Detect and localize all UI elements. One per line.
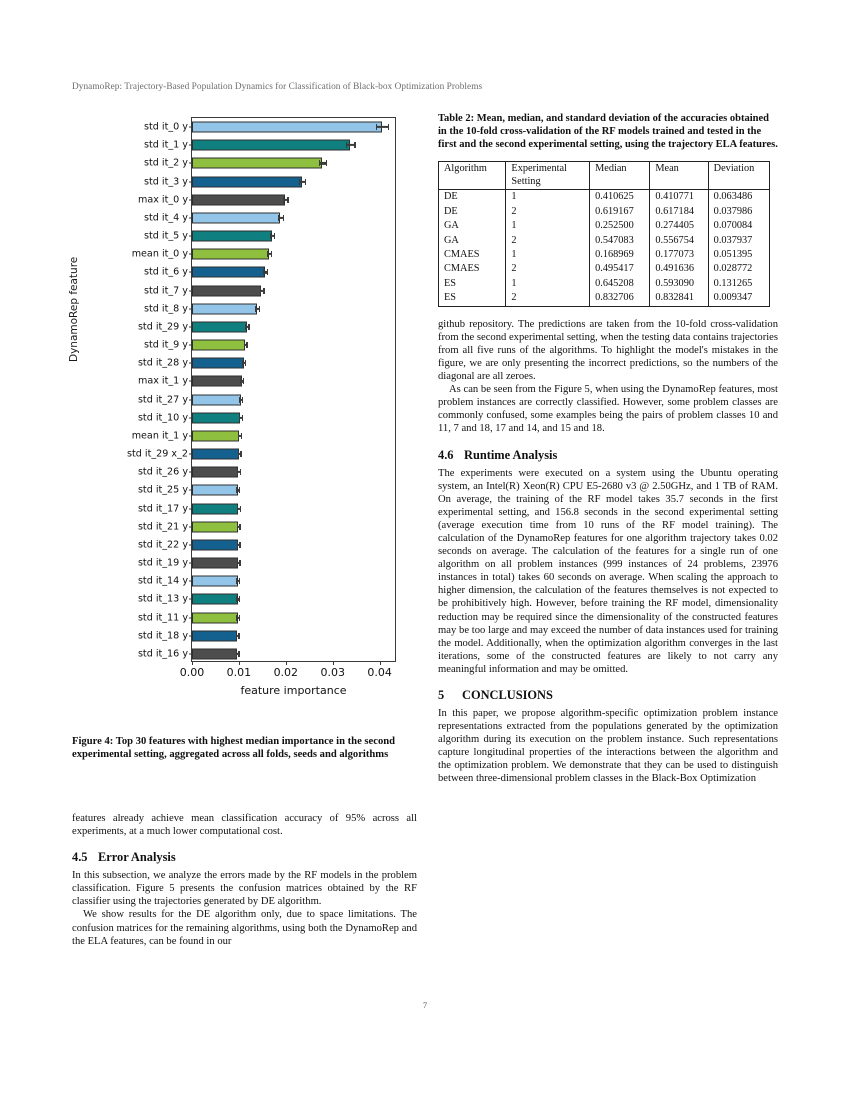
y-axis-tick-label: std it_17 y	[137, 503, 188, 515]
table-cell: DE	[439, 190, 506, 205]
bar	[192, 630, 237, 641]
table-cell: ES	[439, 277, 506, 291]
error-bar-cap	[238, 633, 239, 639]
table-cell: 0.491636	[650, 262, 708, 276]
bar	[192, 412, 240, 423]
header-algorithm: Algorithm	[439, 161, 506, 176]
y-axis-tick-label: std it_9 y	[144, 339, 188, 351]
error-bar-cap	[263, 288, 264, 294]
table-row	[439, 234, 770, 248]
error-bar-cap	[287, 197, 288, 203]
bar	[192, 467, 238, 478]
table-cell: ES	[439, 291, 506, 306]
error-bar-cap	[239, 397, 240, 403]
table-cell: 0.410625	[590, 190, 650, 205]
table-cell: 0.037937	[708, 234, 769, 248]
table-row	[439, 219, 770, 233]
x-axis-tick	[192, 661, 193, 665]
error-bar-cap	[283, 197, 284, 203]
error-bar-cap	[242, 360, 243, 366]
table-cell: 0.619167	[590, 205, 650, 219]
error-bar-cap	[243, 378, 244, 384]
error-bar-cap	[388, 124, 389, 130]
y-axis-label: DynamoRep feature	[68, 256, 80, 362]
error-bar-cap	[238, 451, 239, 457]
error-bar-cap	[236, 578, 237, 584]
error-bar-cap	[239, 578, 240, 584]
table-cell: 0.645208	[590, 277, 650, 291]
bar	[192, 158, 322, 169]
x-axis-tick	[380, 661, 381, 665]
error-bar-cap	[319, 160, 320, 166]
y-axis-tick-label: std it_27 y	[137, 394, 188, 406]
table-cell: 0.028772	[708, 262, 769, 276]
bar	[192, 303, 257, 314]
bar	[192, 358, 244, 369]
table-cell: GA	[439, 219, 506, 233]
right-column	[438, 112, 778, 786]
x-axis-tick	[333, 661, 334, 665]
error-bar-cap	[274, 233, 275, 239]
error-bar-cap	[239, 524, 240, 530]
error-bar-cap	[270, 233, 271, 239]
table-cell: CMAES	[439, 248, 506, 262]
error-bar-cap	[236, 596, 237, 602]
error-bar-cap	[376, 124, 377, 130]
table-cell: 0.131265	[708, 277, 769, 291]
header-algorithm-cont	[439, 176, 506, 190]
error-bar-cap	[239, 415, 240, 421]
bar	[192, 539, 238, 550]
table-cell: 1	[506, 219, 590, 233]
table-header-row	[439, 161, 770, 176]
error-bar-cap	[248, 324, 249, 330]
table-cell: 2	[506, 205, 590, 219]
results-table	[438, 161, 770, 307]
header-median: Median	[590, 161, 650, 176]
error-bar-cap	[259, 306, 260, 312]
y-axis-tick-label: std it_29 x_2	[127, 448, 188, 460]
error-bar-cap	[278, 215, 279, 221]
left-column-text	[72, 812, 417, 948]
table-row	[439, 291, 770, 306]
error-bar-cap	[239, 542, 240, 548]
header-mean: Mean	[650, 161, 708, 176]
error-bar-cap	[245, 360, 246, 366]
error-bar-cap	[326, 160, 327, 166]
bar	[192, 122, 382, 133]
table-2-block	[438, 112, 778, 307]
table-cell: 0.063486	[708, 190, 769, 205]
error-bar-cap	[238, 433, 239, 439]
error-bar-cap	[245, 324, 246, 330]
header-deviation: Deviation	[708, 161, 769, 176]
bar	[192, 449, 239, 460]
bar	[192, 648, 237, 659]
table-header-row-second-line	[439, 176, 770, 190]
error-bar-cap	[237, 506, 238, 512]
x-axis-tick-label: 0.04	[367, 666, 392, 679]
running-head: DynamoRep: Trajectory-Based Population Dynamics for Classification of Black-box Optimization Problems	[72, 82, 483, 92]
section-number-5: 5	[438, 688, 445, 703]
bar	[192, 176, 302, 187]
bar	[192, 376, 242, 387]
error-bar	[376, 126, 388, 128]
y-axis-tick-label: std it_10 y	[137, 412, 188, 424]
bar	[192, 430, 239, 441]
y-axis-tick-label: std it_26 y	[137, 466, 188, 478]
error-bar-cap	[237, 560, 238, 566]
table-caption: Table 2: Mean, median, and standard deviation of the accuracies obtained in the 10-fold cross-validation of the RF models trained and tested in the first and the second experimental setting, using the trajectory ELA features.	[438, 113, 778, 151]
bar	[192, 340, 245, 351]
y-axis-tick-label: std it_18 y	[137, 630, 188, 642]
table-row	[439, 248, 770, 262]
table-cell: 0.617184	[650, 205, 708, 219]
table-cell: CMAES	[439, 262, 506, 276]
error-bar-cap	[239, 487, 240, 493]
y-axis-tick-label: std it_7 y	[144, 285, 188, 297]
error-bar-cap	[237, 524, 238, 530]
table-cell: 0.495417	[590, 262, 650, 276]
table-cell: 0.168969	[590, 248, 650, 262]
table-cell: 0.051395	[708, 248, 769, 262]
y-axis-tick-label: std it_19 y	[137, 557, 188, 569]
bar	[192, 576, 238, 587]
error-bar-cap	[240, 506, 241, 512]
error-bar-cap	[237, 469, 238, 475]
paragraph-figure5: As can be seen from the Figure 5, when using the DynamoRep features, most problem instances are correctly classified. However, some problem classes are commonly confused, some examples being the pairs of problem classes 10 and 11, 7 and 18, 17 and 14, and 15 and 18.	[438, 384, 778, 435]
bar	[192, 503, 238, 514]
table-cell: 0.009347	[708, 291, 769, 306]
error-bar-cap	[271, 251, 272, 257]
table-cell: 0.177073	[650, 248, 708, 262]
chart-plot-area	[127, 117, 396, 679]
table-cell: 0.070084	[708, 219, 769, 233]
section-title-4-6: Runtime Analysis	[464, 447, 558, 462]
x-axis-tick-label: 0.01	[226, 666, 252, 679]
y-axis-tick-label: std it_2 y	[144, 157, 188, 169]
error-bar-cap	[263, 269, 264, 275]
y-axis-tick-label: std it_16 y	[137, 648, 188, 660]
bar	[192, 194, 285, 205]
y-axis-tick-label: max it_0 y	[137, 194, 188, 206]
bar	[192, 594, 238, 605]
y-axis-tick-label: std it_4 y	[144, 212, 188, 224]
table-cell: 0.556754	[650, 234, 708, 248]
y-axis-tick-label: std it_3 y	[144, 176, 188, 188]
error-bar-cap	[236, 633, 237, 639]
header-setting-second-line: Setting	[506, 176, 590, 190]
error-bar-cap	[346, 142, 347, 148]
header-median-cont	[590, 176, 650, 190]
table-cell: 1	[506, 190, 590, 205]
header-mean-cont	[650, 176, 708, 190]
bar	[192, 249, 269, 260]
error-bar-cap	[242, 397, 243, 403]
bar	[192, 558, 238, 569]
error-bar-cap	[238, 651, 239, 657]
table-row	[439, 277, 770, 291]
table-row	[439, 262, 770, 276]
x-axis-label: feature importance	[240, 684, 347, 697]
y-axis-tick-label: std it_5 y	[144, 230, 188, 242]
table-cell: 2	[506, 234, 590, 248]
error-bar-cap	[236, 487, 237, 493]
error-bar-cap	[239, 560, 240, 566]
bar	[192, 231, 272, 242]
error-bar-cap	[244, 342, 245, 348]
paragraph-error-2: We show results for the DE algorithm only, due to space limitations. The confusion matrices for the remaining algorithms, using both the DynamoRep and the ELA features, can be found in our	[72, 909, 417, 947]
table-cell: 2	[506, 291, 590, 306]
section-number-4-6: 4.6	[438, 447, 454, 462]
y-axis-tick-label: std it_21 y	[137, 521, 188, 533]
paragraph-runtime: The experiments were executed on a system using the Ubuntu operating system, an Intel(R) Xeon(R) CPU E5-2680 v3 @ 2.50GHz, and 1 TB of RAM. On average, the training of the RF model takes 35.7 seconds in the first experimental setting, and 156.8 seconds in the second experimental setting (average execution time from 10 runs of the RF model training). The calculation of the DynamoRep features for one algorithm trajectory takes 0.02 seconds on average. The calculation of the features for a single run of one algorithm on all problem instances (999 instances of 24 problems, 23976 instances in total) takes 60 seconds on average. When scaling the approach to higher dimension, the calculation of the features themselves is not expected to be prohibitively high. However, before training the RF model, dimensionality reduction may be required since the dimensionality of the constructed features may be too large and may exceed the number of data instances used for training the model. Additionally, when the optimization algorithm converges in the last iterations, some of the constructed features are likely to not carry any meaningful information and may be omitted.	[438, 467, 778, 675]
bar	[192, 212, 280, 223]
paragraph-github: github repository. The predictions are taken from the 10-fold cross-validation from the second experimental setting, when the testing data contains trajectories from all five runs of the algorithms. To highlight the model's mistakes in the figure, we are only presenting the incorrect predictions, so the numbers of the diagonal are all zeroes.	[438, 318, 778, 383]
paragraph-features: features already achieve mean classification accuracy of 95% across all experiments, at a much lower computational cost.	[72, 813, 417, 838]
y-axis-tick-label: std it_14 y	[137, 575, 188, 587]
y-axis-tick-label: std it_25 y	[137, 484, 188, 496]
feature-importance-chart	[68, 112, 417, 712]
table-cell: 0.547083	[590, 234, 650, 248]
table-row	[439, 190, 770, 205]
error-bar-cap	[246, 342, 247, 348]
x-axis-tick	[239, 661, 240, 665]
bar	[192, 321, 247, 332]
section-heading-4-6	[438, 448, 778, 463]
y-axis-tick-label: mean it_0 y	[131, 248, 188, 260]
error-bar-cap	[255, 306, 256, 312]
bar	[192, 521, 238, 532]
bar	[192, 267, 265, 278]
figure-caption: Figure 4: Top 30 features with highest median importance in the second experimental setting, aggregated across all folds, seeds and algorithms	[72, 736, 396, 761]
y-axis-tick-label: std it_6 y	[144, 266, 188, 278]
bar	[192, 612, 238, 623]
figure-4	[68, 112, 417, 712]
table-cell: 0.832706	[590, 291, 650, 306]
y-axis-tick-label: std it_29 y	[137, 321, 188, 333]
error-bar-cap	[239, 596, 240, 602]
error-bar-cap	[283, 215, 284, 221]
y-axis-tick-label: std it_0 y	[144, 121, 188, 133]
error-bar-cap	[260, 288, 261, 294]
y-axis-tick-label: std it_13 y	[137, 593, 188, 605]
table-cell: DE	[439, 205, 506, 219]
table-cell: 0.410771	[650, 190, 708, 205]
y-axis-tick-label: std it_28 y	[137, 357, 188, 369]
y-axis-tick-label: mean it_1 y	[131, 430, 188, 442]
table-cell: 0.037986	[708, 205, 769, 219]
y-axis-tick-label: std it_11 y	[137, 612, 188, 624]
section-heading-4-5	[72, 850, 417, 865]
error-bar-cap	[299, 179, 300, 185]
table-row	[439, 205, 770, 219]
paragraph-conclusions: In this paper, we propose algorithm-specific optimization problem instance representations extracted from the populations generated by the optimization algorithm during its execution on the problem instance. Such representations capture longitudinal properties of the interactions between the algorithm and the optimization problem. We demonstrate that they can be used to distinguish between three-dimensional problem classes in the Black-Box Optimization	[438, 708, 778, 785]
x-axis-tick-label: 0.03	[320, 666, 345, 679]
error-bar-cap	[267, 269, 268, 275]
bar	[192, 285, 261, 296]
section-number-4-5: 4.5	[72, 850, 88, 865]
section-title-5: CONCLUSIONS	[462, 688, 553, 703]
error-bar-cap	[237, 542, 238, 548]
right-column-text	[438, 318, 778, 786]
error-bar-cap	[267, 251, 268, 257]
paragraph-error-1: In this subsection, we analyze the errors made by the RF models in the problem classification. Figure 5 presents the confusion matrices obtained by the RF classifier using the trajectories generated by DE algorithm.	[72, 870, 417, 908]
error-bar-cap	[240, 378, 241, 384]
x-axis-tick-label: 0.00	[179, 666, 205, 679]
error-bar-cap	[305, 179, 306, 185]
error-bar-cap	[236, 651, 237, 657]
y-axis-tick-label: std it_22 y	[137, 539, 188, 551]
error-bar-cap	[240, 469, 241, 475]
x-axis-tick	[286, 661, 287, 665]
table-cell: 2	[506, 262, 590, 276]
table-header	[439, 161, 770, 190]
section-title-4-5: Error Analysis	[98, 850, 176, 865]
error-bar-cap	[236, 615, 237, 621]
error-bar-cap	[354, 142, 355, 148]
y-axis-tick-label: std it_1 y	[144, 139, 188, 151]
error-bar-cap	[242, 415, 243, 421]
bar	[192, 140, 350, 151]
table-cell: 0.832841	[650, 291, 708, 306]
bar	[192, 485, 238, 496]
page-number: 7	[422, 1000, 428, 1010]
table-cell: 1	[506, 277, 590, 291]
bar	[192, 394, 241, 405]
y-axis-tick-label: max it_1 y	[137, 375, 188, 387]
section-heading-5	[438, 688, 778, 703]
table-cell: 1	[506, 248, 590, 262]
table-cell: 0.252500	[590, 219, 650, 233]
header-deviation-cont	[708, 176, 769, 190]
error-bar-cap	[241, 433, 242, 439]
y-axis-tick-label: std it_8 y	[144, 303, 188, 315]
header-experimental-setting: Experimental	[506, 161, 590, 176]
error-bar-cap	[240, 451, 241, 457]
table-cell: 0.593090	[650, 277, 708, 291]
table-cell: GA	[439, 234, 506, 248]
table-body	[439, 190, 770, 306]
table-cell: 0.274405	[650, 219, 708, 233]
x-axis-tick-label: 0.02	[273, 666, 299, 679]
error-bar-cap	[239, 615, 240, 621]
